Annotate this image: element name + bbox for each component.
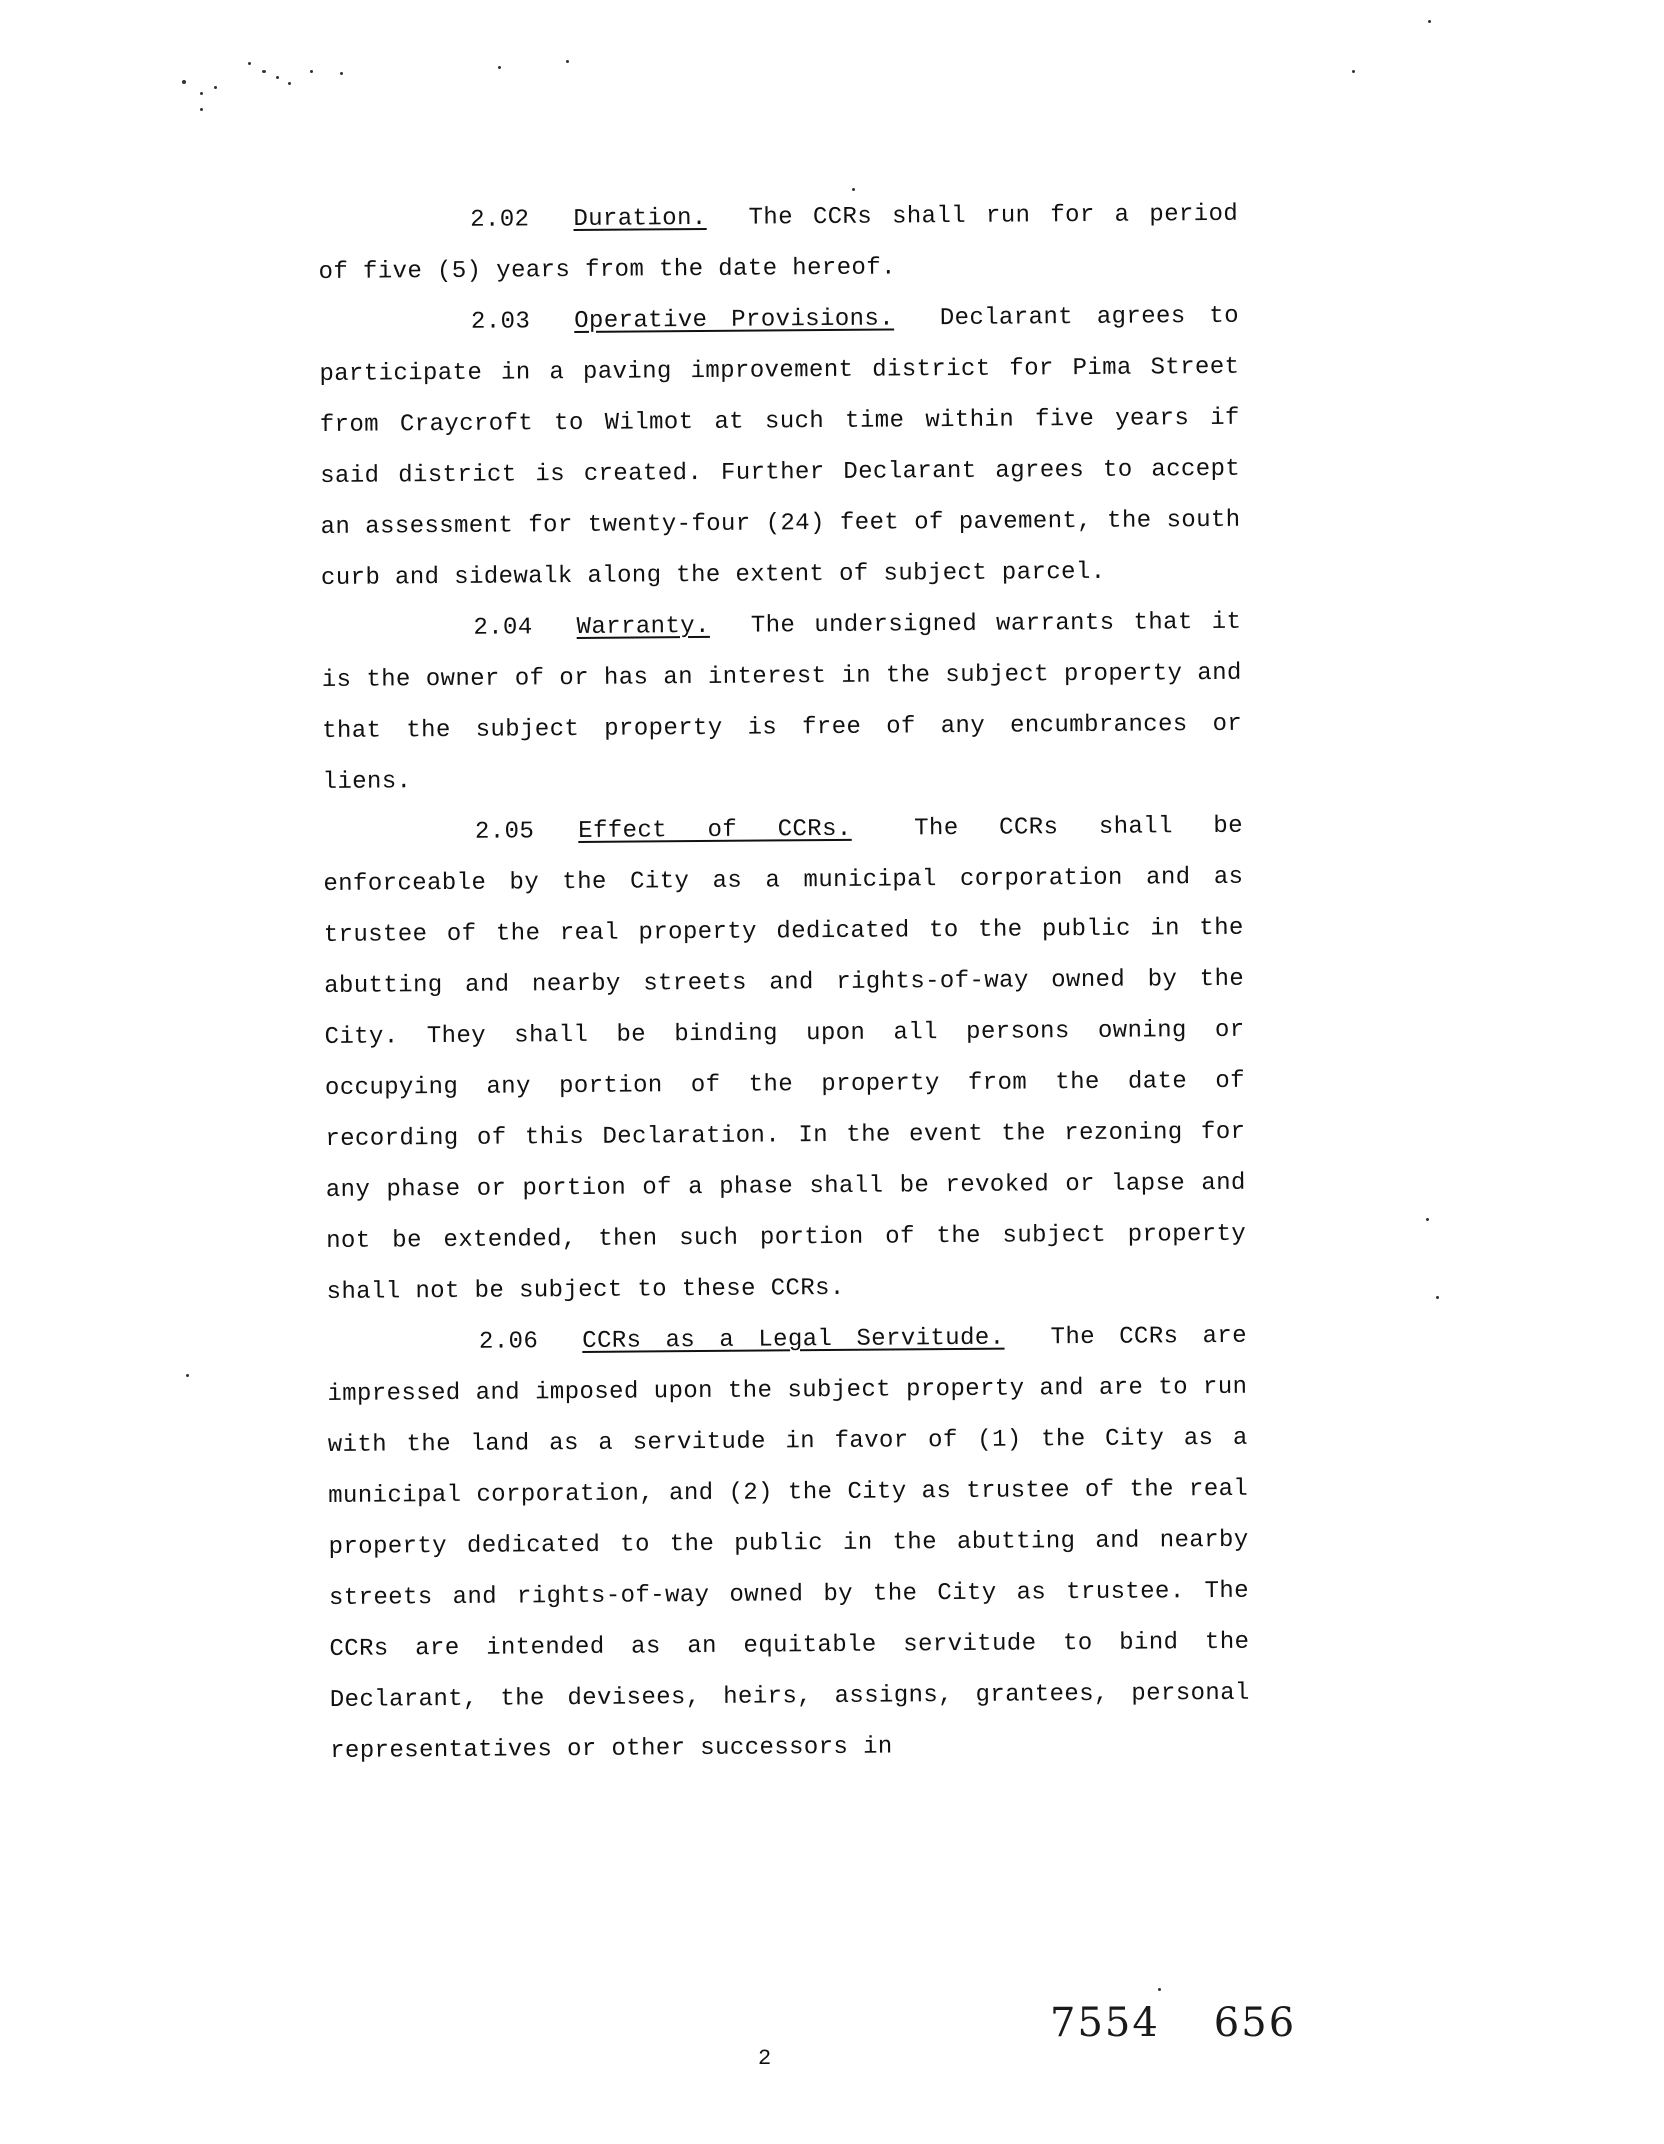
document-body — [318, 189, 1250, 1777]
section-heading: Warranty. — [576, 612, 710, 641]
section-heading: Operative Provisions. — [574, 305, 895, 335]
section-number: 2.03 — [470, 308, 531, 336]
section-number: 2.02 — [470, 206, 530, 234]
section-heading: CCRs as a Legal Servitude. — [582, 1324, 1005, 1355]
recording-reference — [1050, 2000, 1296, 2046]
section-heading: Duration. — [573, 204, 707, 233]
section-number: 2.04 — [473, 614, 533, 642]
section-text: The undersigned warrants that it is the owner of or has an interest in the subject property and that the subject property is free of any encumbrances or liens. — [321, 608, 1243, 796]
recording-book-number: 7554 — [1050, 2000, 1160, 2046]
section-number: 2.06 — [478, 1328, 539, 1356]
section-heading: Effect of CCRs. — [578, 815, 852, 845]
section-text: The CCRs shall be enforceable by the City as a municipal corporation and as trustee of the real property dedicated to the public in the abutting and nearby streets and rights-of-way owned by the City. They shall be binding upon all persons owning or occupying any portion of the property from the date of recording of this Declaration. In the event the rezoning for any phase or portion of a phase shall be revoked or lapse and not be extended, then such portion of the subject property shall not be subject to these CCRs. — [323, 812, 1247, 1306]
section-2-02 — [318, 189, 1239, 298]
section-2-04 — [321, 597, 1243, 808]
section-2-03 — [319, 291, 1241, 604]
page-number: 2 — [758, 2046, 772, 2071]
section-2-06 — [327, 1311, 1251, 1777]
section-text: Declarant agrees to participate in a paving improvement district for Pima Street from Craycroft to Wilmot at such time within five years if said district is created. Further Declarant agrees to accept an assessment for twenty-four (24) feet of pavement, the south curb and sidewalk along the extent of subject parcel. — [319, 302, 1241, 592]
section-text: The CCRs are impressed and imposed upon the subject property and are to run with the land as a servitude in favor of (1) the City as a municipal corporation, and (2) the City as trustee of the real property dedicated to the public in the abutting and nearby streets and rights-of-way owned by the City as trustee. The CCRs are intended as an equitable servitude to bind the Declarant, the devisees, heirs, assigns, grantees, personal representatives or other successors in — [327, 1322, 1250, 1765]
section-text: The CCRs shall run for a period of five (5) years from the date hereof. — [318, 200, 1239, 286]
section-number: 2.05 — [474, 818, 535, 846]
section-2-05 — [323, 801, 1247, 1318]
recording-page-number: 656 — [1213, 2000, 1297, 2046]
